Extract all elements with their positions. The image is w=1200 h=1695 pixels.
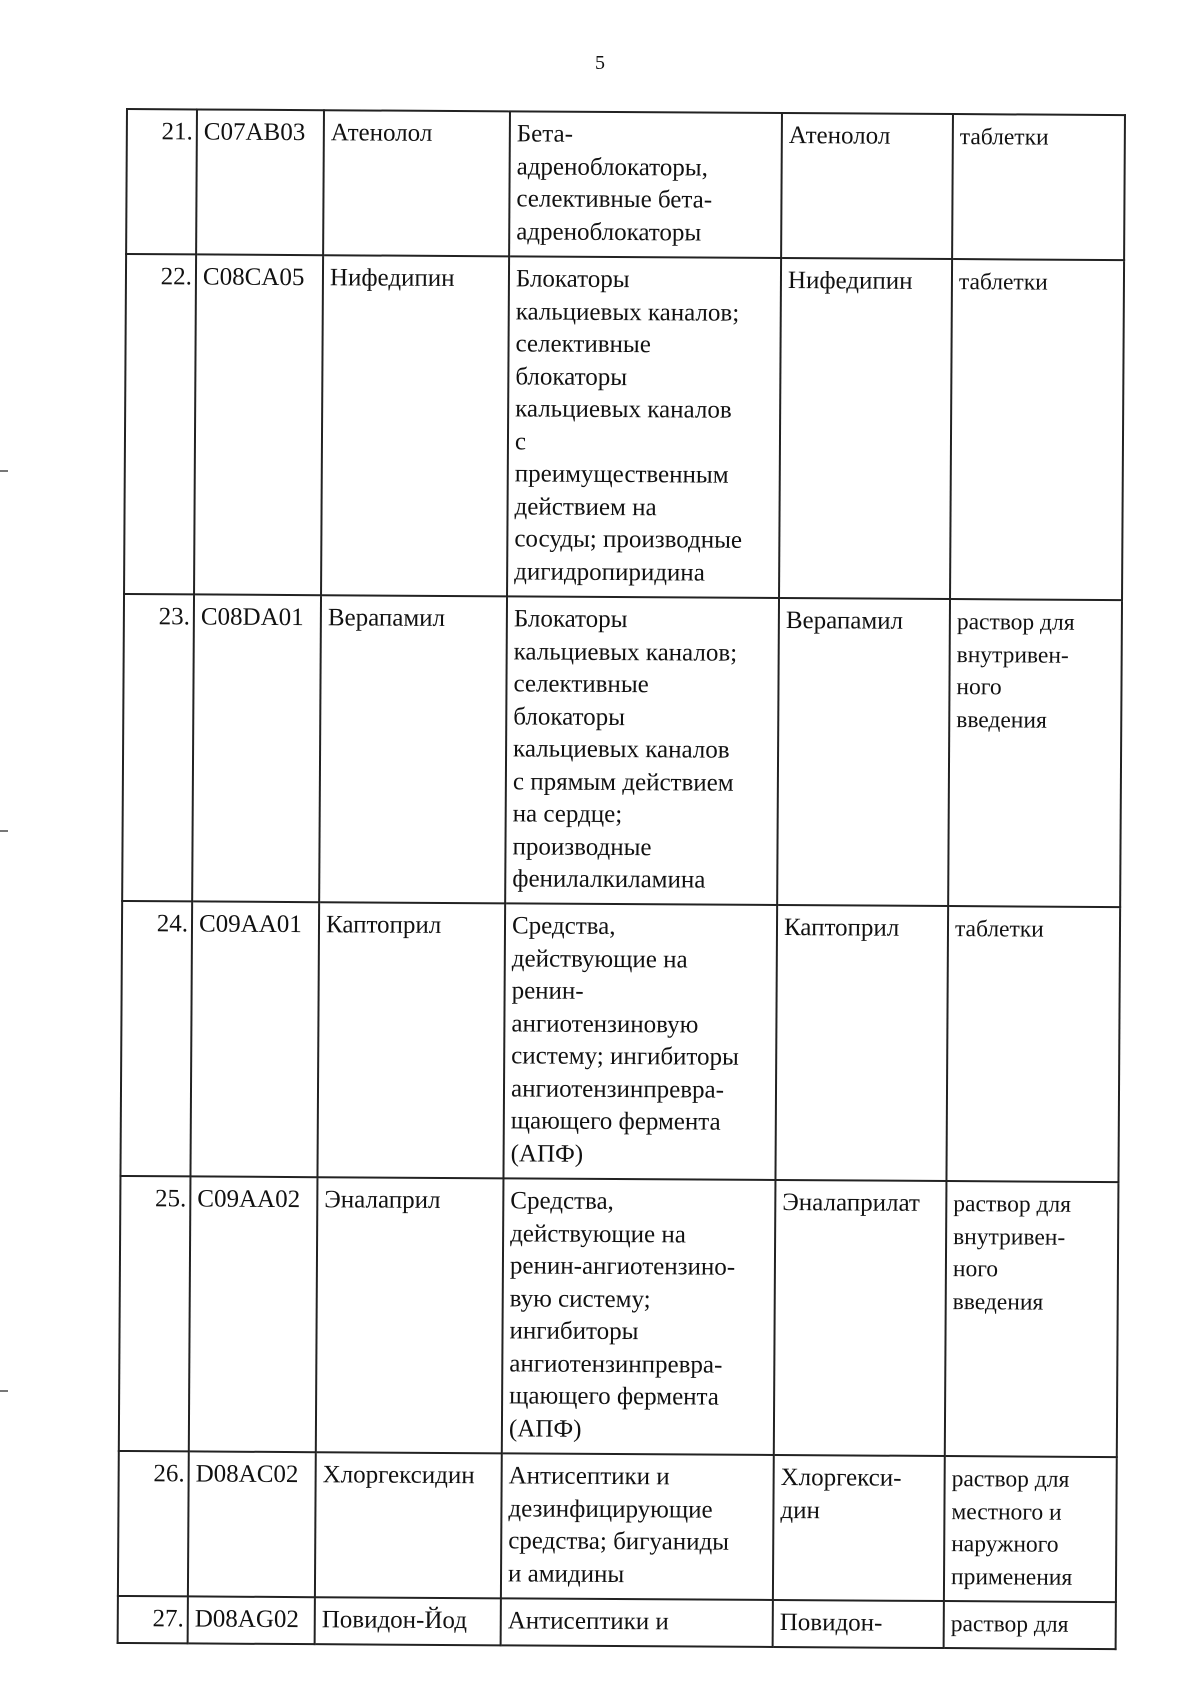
trade-name: Хлоргекси- дин xyxy=(773,1455,945,1601)
atc-code: D08AG02 xyxy=(188,1596,315,1643)
dosage-form-text: раствор для xyxy=(950,1611,1069,1638)
dosage-form xyxy=(950,259,1124,600)
pharmacological-group: Бета- адреноблокаторы, селективные бета- адреноблокаторы xyxy=(509,111,782,258)
row-number: 21. xyxy=(126,109,197,254)
table-row xyxy=(119,1176,1119,1457)
atc-code: C09AA02 xyxy=(189,1176,318,1452)
dosage-form-text: раствор для внутривен- ного введения xyxy=(952,1191,1072,1316)
inn-name: Хлоргексидин xyxy=(315,1452,502,1598)
dosage-form-text: таблетки xyxy=(958,269,1048,296)
table-row xyxy=(118,1451,1117,1602)
trade-name: Верапамил xyxy=(777,598,950,906)
table-row xyxy=(120,901,1120,1182)
medicines-table xyxy=(117,108,1126,1650)
inn-name: Верапамил xyxy=(319,595,507,903)
atc-code: C08CA05 xyxy=(194,254,323,595)
table-row xyxy=(124,254,1124,600)
dosage-form-text: раствор для местного и наружного применения xyxy=(950,1466,1073,1591)
pharmacological-group: Блокаторы кальциевых каналов; селективные блокаторы кальциевых каналов с прямым действием на сердце; производные фенилалкиламина xyxy=(505,596,779,905)
pharmacological-group: Средства, действующие на ренин- ангиотензиновую систему; ингибиторы ангиотензинпревра- щающего фермента (АПФ) xyxy=(503,903,777,1180)
trade-name: Повидон- xyxy=(773,1600,944,1648)
trade-name: Эналаприлат xyxy=(774,1180,947,1456)
table-row xyxy=(126,109,1125,260)
dosage-form xyxy=(948,599,1122,907)
trade-name: Атенолол xyxy=(781,113,953,259)
row-number: 24. xyxy=(120,901,192,1176)
trade-name: Нифедипин xyxy=(779,258,952,599)
scan-margin-mark xyxy=(0,830,8,832)
inn-name: Повидон-Йод xyxy=(315,1597,501,1645)
table-row xyxy=(122,594,1122,907)
pharmacological-group: Антисептики и дезинфицирующие средства; бигуаниды и амидины xyxy=(501,1453,774,1600)
inn-name: Каптоприл xyxy=(317,902,505,1178)
inn-name: Атенолол xyxy=(323,110,510,256)
scan-margin-mark xyxy=(0,470,8,472)
dosage-form xyxy=(944,1456,1117,1602)
pharmacological-group: Блокаторы кальциевых каналов; селективные блокаторы кальциевых каналов с преимущественным действием на сосуды; производные дигидропиридина xyxy=(507,256,781,598)
atc-code: D08AC02 xyxy=(188,1451,316,1597)
row-number: 23. xyxy=(122,594,194,901)
row-number: 25. xyxy=(119,1176,191,1451)
row-number: 22. xyxy=(124,254,196,594)
dosage-form xyxy=(945,1181,1119,1457)
page-number: 5 xyxy=(595,52,605,74)
dosage-form-text: раствор для внутривен- ного введения xyxy=(956,609,1075,734)
pharmacological-group: Антисептики и xyxy=(501,1598,773,1646)
row-number: 26. xyxy=(118,1451,189,1596)
dosage-form-text: таблетки xyxy=(954,916,1044,943)
dosage-form xyxy=(946,906,1120,1182)
dosage-form xyxy=(952,114,1125,260)
medicines-table-wrapper xyxy=(117,108,1126,1650)
pharmacological-group: Средства, действующие на ренин-ангиотензино- вую систему; ингибиторы ангиотензинпревра- щающего фермента (АПФ) xyxy=(502,1178,776,1455)
row-number: 27. xyxy=(118,1596,188,1643)
scan-margin-mark xyxy=(0,1390,8,1392)
inn-name: Нифедипин xyxy=(321,255,509,596)
trade-name: Каптоприл xyxy=(775,905,948,1181)
atc-code: C07AB03 xyxy=(196,109,324,255)
table-row xyxy=(118,1596,1116,1649)
dosage-form-text: таблетки xyxy=(959,124,1049,151)
dosage-form xyxy=(944,1601,1116,1649)
inn-name: Эналаприл xyxy=(316,1177,504,1453)
atc-code: C09AA01 xyxy=(190,901,319,1177)
atc-code: C08DA01 xyxy=(192,594,321,902)
